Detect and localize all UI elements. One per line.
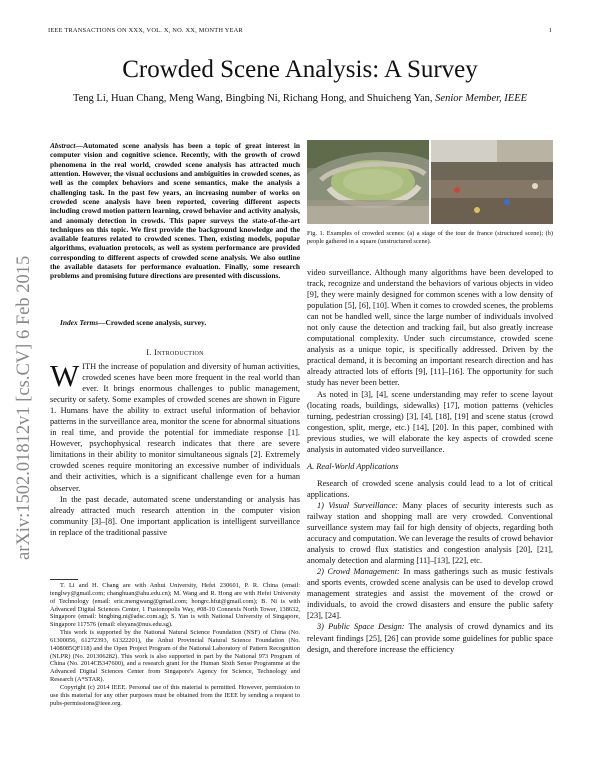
figure-1a-image <box>307 140 429 224</box>
abstract-label: Abstract <box>50 141 76 150</box>
author-list <box>40 93 560 104</box>
figure-1b-image <box>431 140 553 224</box>
right-paragraph-3: Research of crowded scene analysis could lead to a lot of critical applications. <box>307 478 553 499</box>
journal-header: IEEE TRANSACTIONS ON XXX, VOL. X, NO. XX, MONTH YEAR <box>48 27 243 34</box>
author-membership: Senior Member, IEEE <box>435 93 528 104</box>
app2-title: 2) Crowd Management: <box>317 567 400 577</box>
index-terms-text: —Crowded scene analysis, survey. <box>98 318 207 327</box>
paper-title: Crowded Scene Analysis: A Survey <box>122 56 478 83</box>
abstract-text: —Automated scene analysis has been a topic of great interest in computer vision and cognitive science. Recently, with the growth of crowd phenomena in the real world, crowded scene analysis has attracted much attention. However, the visual occlusions and ambiguities in crowded scenes, as well as the complex behaviors and scene semantics, make the analysis a challenging task. In the past few years, an increasing number of works on crowded scene analysis have been reported, covering different aspects including crowd motion pattern learning, crowd behavior and activity analysis, and anomaly detection in crowds. This paper surveys the state-of-the-art techniques on this topic. We first provide the background knowledge and the available features related to crowded scenes. Then, existing models, popular algorithms, evaluation protocols, as well as system performance are provided corresponding to different aspects of crowded scene analysis. We also outline the available datasets for performance evaluation. Finally, some research problems and promising future directions are presented with discussions. <box>50 141 300 281</box>
subsection-heading-a: A. Real-World Applications <box>307 461 399 471</box>
app1-text: Many places of security interests such as railway station and shopping mall are very crowded. Conventional surveillance system may fail for high density of objects, regarding both accuracy and computation. We can leverage the results of crowd behavior analysis to crowd flux statistics and congestion analysis [20], [21], anomaly detection and alarming [11]–[13], [22], etc. <box>307 500 554 566</box>
app3-text: The analysis of crowd dynamics and its relevant findings [25], [26] can provide some guidelines for public space design, and therefore increase the efficiency <box>307 622 554 654</box>
abstract <box>50 141 300 281</box>
right-paragraph-1: video surveillance. Although many algorithms have been developed to track, recognize and understand the behaviors of various objects in video [9], they were mainly designed for common scenes with a low density of population [5], [6], [10]. When it comes to crowded scenes, the problems can not be handled well, since the large number of individuals involved not only cause the detection and tracking fail, but also greatly increase computational complexity. Under such circumstance, crowded scene analysis as a unique topic, is specifically addressed. Driven by the practical demand, it is becoming an important research direction and has already attracted lots of efforts [9], [11]–[16]. The opportunity for such study has never been better. <box>307 268 553 388</box>
intro-paragraph-2: In the past decade, automated scene understanding or analysis has already attracted much research attention in the computer vision community [3]–[8]. One important application is intelligent surveillance in replace of the traditional passive <box>50 494 300 537</box>
introduction-body <box>50 358 300 538</box>
app3-title: 3) Public Space Design: <box>317 622 405 632</box>
right-column-body <box>307 267 553 655</box>
footnote-affiliations: T. Li and H. Chang are with Anhui University, Hefei 230601, P. R. China (email: tenglwy@gmail.com; changhuan@ahu.edu.cn); M. Wang and R. Hong are with Hefei University of Technology (email: eric.mengwang@gmail.com; hongrc.hfut@gmail.com); B. Ni is with Advanced Digital Sciences Center, 1 Fusionopolis Way, #08-10 Connexis North Tower, 138632, Singapore (email: bingbing.ni@adsc.com.sg); S. Yan is with National University of Singapore, Singapore 117576 (email: eleyans@nus.edu.sg). <box>50 582 300 629</box>
arxiv-stamp <box>14 200 50 560</box>
footnote-rule <box>50 579 78 580</box>
arxiv-stamp-text: arXiv:1502.01812v1 [cs.CV] 6 Feb 2015 <box>14 255 34 560</box>
running-header <box>48 27 552 34</box>
footnote-copyright: Copyright (c) 2014 IEEE. Personal use of this material is permitted. However, permission to use this material for any other purposes must be obtained from the IEEE by sending a request to pubs-permissions@ieee.org. <box>50 683 300 707</box>
index-terms <box>50 318 300 327</box>
section-heading-introduction: I. Introduction <box>146 348 204 357</box>
author-names: Teng Li, Huan Chang, Meng Wang, Bingbing Ni, Richang Hong, and Shuicheng Yan, <box>72 93 433 104</box>
index-terms-label: Index Terms <box>60 318 99 327</box>
figure-1-images <box>307 140 553 224</box>
footnotes <box>50 582 300 708</box>
app2-text: In mass gatherings such as music festivals and sports events, crowded scene analysis can be used to develop crowd management strategies and assist the movement of the crowd or individuals, to avoid the crowd disasters and ensure the public safety [23], [24]. <box>307 567 553 621</box>
app1-title: 1) Visual Surveillance: <box>317 500 399 510</box>
intro-paragraph-1: ITH the increase of population and diversity of human activities, crowded scenes have been more frequent in the real world than ever. It brings enormous challenges to public management, security or safety. Some examples of crowded scenes are shown in Figure 1. Humans have the ability to extract useful information of behavior patterns in the surveillance area, monitor the scene for abnormal situations in real time, and provide the potential for immediate response [1]. However, psychophysical research indicates that there are severe limitations in their ability to monitor simultaneous signals [2]. Extremely crowded scenes require monitoring an excessive number of individuals and their activities, which is a significant challenge even for a human observer. <box>50 362 300 493</box>
figure-1-caption: Fig. 1. Examples of crowded scenes: (a) a stage of the tour de france (structured scene); (b) people gathered in a square (unstructured scene). <box>307 230 553 245</box>
right-paragraph-2: As noted in [3], [4], scene understanding may refer to scene layout (locating roads, buildings, sidewalks) [17], motion patterns (vehicles turning, pedestrian crossing) [3], [4], [18], [19] and scene status (crowd congestion, split, merge, etc.) [14], [20]. In this paper, combined with previous studies, we will elaborate the key aspects of crowded scene analysis in automated video surveillance. <box>307 389 553 454</box>
footnote-funding: This work is supported by the National Natural Science Foundation (NSF) of China (No. 61300056, 61272393, 61322201), the Anhui Provincial Natural Science Foundation (No. 1408085QF118) and the Open Project Program of the National Laboratory of Pattern Recognition (NLPR) (No. 201306282). This work is also supported in part by the National 973 Program of China (No. 2014CB347600), and a research grant for the Human Sixth Sense Programme at the Advanced Digital Sciences Center from Singapore's Agency for Science, Technology and Research (A*STAR). <box>50 629 300 684</box>
drop-cap: W <box>50 358 80 393</box>
page-number: 1 <box>548 27 552 34</box>
